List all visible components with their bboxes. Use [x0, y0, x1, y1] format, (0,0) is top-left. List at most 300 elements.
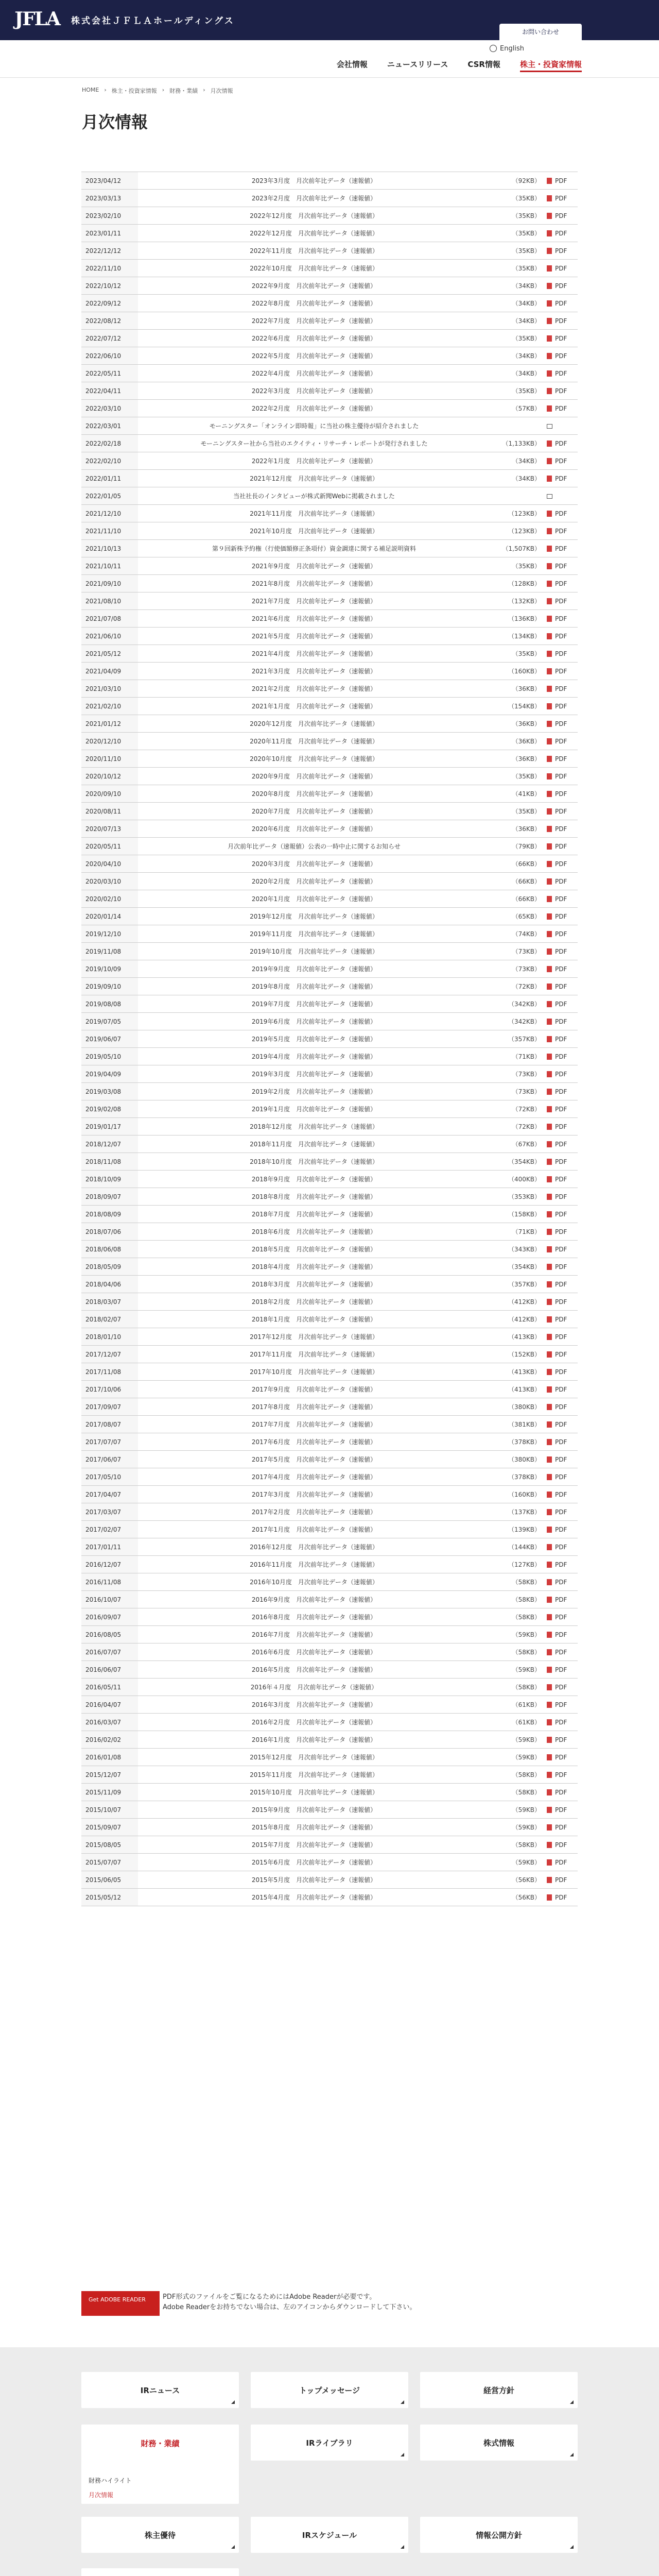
row-size: （132KB） — [490, 592, 547, 610]
pdf-icon — [547, 1649, 552, 1655]
row-title[interactable]: 2021年11月度 月次前年比データ（速報値） — [138, 505, 490, 522]
row-size: （73KB） — [490, 1083, 547, 1100]
table-row — [81, 1048, 578, 1065]
ir-library-label: IRライブラリ — [306, 2438, 353, 2448]
pdf-icon — [547, 563, 552, 569]
row-title[interactable]: 2016年11月度 月次前年比データ（速報値） — [138, 1556, 490, 1573]
schedule-button[interactable] — [251, 2517, 408, 2553]
table-row — [81, 750, 578, 768]
nav-csr[interactable]: CSR情報 — [467, 60, 500, 69]
row-link[interactable]: PDF — [547, 1241, 578, 1258]
row-title[interactable]: 2021年10月度 月次前年比データ（速報値） — [138, 522, 490, 540]
table-row — [81, 1451, 578, 1468]
row-link[interactable]: PDF — [547, 172, 578, 190]
row-title[interactable]: 2018年7月度 月次前年比データ（速報値） — [138, 1206, 490, 1223]
row-title[interactable]: 2016年9月度 月次前年比データ（速報値） — [138, 1591, 490, 1608]
row-link[interactable]: PDF — [547, 312, 578, 330]
row-size: （144KB） — [490, 1538, 547, 1556]
row-link[interactable]: PDF — [547, 680, 578, 698]
row-title[interactable]: 2019年7月度 月次前年比データ（速報値） — [138, 995, 490, 1013]
row-link[interactable]: PDF — [547, 1661, 578, 1679]
row-title[interactable]: 2017年9月度 月次前年比データ（速報値） — [138, 1381, 490, 1398]
row-link[interactable]: PDF — [547, 1276, 578, 1293]
row-date: 2018/08/09 — [81, 1206, 138, 1223]
financial-button[interactable] — [81, 2425, 239, 2504]
row-title[interactable]: 2019年11月度 月次前年比データ（速報値） — [138, 925, 490, 943]
row-title[interactable]: 2021年12月度 月次前年比データ（速報値） — [138, 470, 490, 487]
row-title[interactable]: 2019年1月度 月次前年比データ（速報値） — [138, 1100, 490, 1118]
row-title[interactable]: 2020年11月度 月次前年比データ（速報値） — [138, 733, 490, 750]
row-title[interactable]: 2016年6月度 月次前年比データ（速報値） — [138, 1643, 490, 1661]
table-row — [81, 190, 578, 207]
row-link[interactable]: PDF — [547, 820, 578, 838]
pdf-icon — [547, 265, 552, 272]
nav-ir[interactable]: 株主・投資家情報 — [520, 59, 582, 72]
row-title[interactable]: 2021年3月度 月次前年比データ（速報値） — [138, 663, 490, 680]
ir-library-button[interactable] — [251, 2425, 408, 2461]
row-title[interactable]: 2018年3月度 月次前年比データ（速報値） — [138, 1276, 490, 1293]
row-title[interactable]: 2017年3月度 月次前年比データ（速報値） — [138, 1486, 490, 1503]
row-link[interactable]: PDF — [547, 365, 578, 382]
row-title[interactable]: 2015年4月度 月次前年比データ（速報値） — [138, 1889, 490, 1906]
row-link[interactable]: PDF — [547, 557, 578, 575]
row-date: 2019/08/08 — [81, 995, 138, 1013]
row-title[interactable]: 2021年8月度 月次前年比データ（速報値） — [138, 575, 490, 592]
row-link[interactable]: PDF — [547, 855, 578, 873]
row-link[interactable]: PDF — [547, 838, 578, 855]
row-title[interactable]: 2020年7月度 月次前年比データ（速報値） — [138, 803, 490, 820]
row-size: （35KB） — [490, 330, 547, 347]
row-title[interactable]: 2022年5月度 月次前年比データ（速報値） — [138, 347, 490, 365]
row-title[interactable]: 2022年7月度 月次前年比データ（速報値） — [138, 312, 490, 330]
table-row — [81, 1171, 578, 1188]
pdf-icon — [547, 1824, 552, 1831]
row-title[interactable]: 2023年2月度 月次前年比データ（速報値） — [138, 190, 490, 207]
pdf-icon — [547, 1246, 552, 1252]
row-title[interactable]: 2016年3月度 月次前年比データ（速報値） — [138, 1696, 490, 1714]
row-title[interactable]: 2015年11月度 月次前年比データ（速報値） — [138, 1766, 490, 1784]
row-link[interactable]: PDF — [547, 1556, 578, 1573]
row-link[interactable]: PDF — [547, 382, 578, 400]
row-link[interactable]: PDF — [547, 470, 578, 487]
row-size: （59KB） — [490, 1661, 547, 1679]
row-link[interactable]: PDF — [547, 1643, 578, 1661]
row-title[interactable]: 2018年6月度 月次前年比データ（速報値） — [138, 1223, 490, 1241]
fin-sub-highlight[interactable]: 財務ハイライト — [89, 2477, 132, 2484]
row-link[interactable]: PDF — [547, 1311, 578, 1328]
row-title[interactable]: 2023年3月度 月次前年比データ（速報値） — [138, 172, 490, 190]
nav-news[interactable]: ニュースリリース — [387, 60, 448, 69]
pdf-icon — [547, 1334, 552, 1340]
row-size: （73KB） — [490, 960, 547, 978]
row-title[interactable]: 2018年9月度 月次前年比データ（速報値） — [138, 1171, 490, 1188]
table-row — [81, 452, 578, 470]
table-row — [81, 365, 578, 382]
table-row — [81, 1153, 578, 1171]
pdf-icon — [547, 1579, 552, 1585]
row-link[interactable]: PDF — [547, 628, 578, 645]
row-title[interactable]: 2016年12月度 月次前年比データ（速報値） — [138, 1538, 490, 1556]
row-title[interactable]: 2018年1月度 月次前年比データ（速報値） — [138, 1311, 490, 1328]
row-title[interactable]: 2019年2月度 月次前年比データ（速報値） — [138, 1083, 490, 1100]
row-size: （72KB） — [490, 1100, 547, 1118]
row-title[interactable]: 2015年7月度 月次前年比データ（速報値） — [138, 1836, 490, 1854]
row-link[interactable]: PDF — [547, 1416, 578, 1433]
row-title[interactable]: 2020年9月度 月次前年比データ（速報値） — [138, 768, 490, 785]
row-link[interactable]: PDF — [547, 295, 578, 312]
row-title[interactable]: 2017年1月度 月次前年比データ（速報値） — [138, 1521, 490, 1538]
row-title[interactable]: 2021年1月度 月次前年比データ（速報値） — [138, 698, 490, 715]
row-link[interactable]: PDF — [547, 1538, 578, 1556]
row-title[interactable]: 2016年４月度 月次前年比データ（速報値） — [138, 1679, 490, 1696]
row-link[interactable]: PDF — [547, 610, 578, 628]
row-link[interactable]: PDF — [547, 785, 578, 803]
row-title[interactable]: 月次前年比データ（速報値）公表の一時中止に関するお知らせ — [138, 838, 490, 855]
table-row — [81, 470, 578, 487]
row-title[interactable]: 2017年12月度 月次前年比データ（速報値） — [138, 1328, 490, 1346]
row-link[interactable]: PDF — [547, 1819, 578, 1836]
row-title[interactable]: 2017年7月度 月次前年比データ（速報値） — [138, 1416, 490, 1433]
row-link[interactable]: PDF — [547, 1468, 578, 1486]
row-title[interactable]: 2015年12月度 月次前年比データ（速報値） — [138, 1749, 490, 1766]
row-title[interactable]: 2021年7月度 月次前年比データ（速報値） — [138, 592, 490, 610]
row-title[interactable]: 2018年11月度 月次前年比データ（速報値） — [138, 1136, 490, 1153]
row-title[interactable]: 2018年5月度 月次前年比データ（速報値） — [138, 1241, 490, 1258]
row-link[interactable]: PDF — [547, 1573, 578, 1591]
row-title[interactable]: 2022年10月度 月次前年比データ（速報値） — [138, 260, 490, 277]
row-size: （34KB） — [490, 452, 547, 470]
row-size: （139KB） — [490, 1521, 547, 1538]
row-date: 2016/12/07 — [81, 1556, 138, 1573]
row-title[interactable]: 2019年4月度 月次前年比データ（速報値） — [138, 1048, 490, 1065]
breadcrumb-financial[interactable]: 財務・業績 — [169, 88, 198, 94]
row-title[interactable]: 2017年2月度 月次前年比データ（速報値） — [138, 1503, 490, 1521]
disclosure-button[interactable] — [420, 2517, 578, 2553]
row-link[interactable]: PDF — [547, 452, 578, 470]
row-link[interactable]: PDF — [547, 1696, 578, 1714]
row-title[interactable]: 2022年2月度 月次前年比データ（速報値） — [138, 400, 490, 417]
row-title[interactable]: 2022年1月度 月次前年比データ（速報値） — [138, 452, 490, 470]
row-date: 2021/09/10 — [81, 575, 138, 592]
pdf-icon — [547, 1194, 552, 1200]
row-size: （72KB） — [490, 1118, 547, 1136]
row-title[interactable]: 2016年8月度 月次前年比データ（速報値） — [138, 1608, 490, 1626]
table-row — [81, 943, 578, 960]
row-title[interactable]: 2016年7月度 月次前年比データ（速報値） — [138, 1626, 490, 1643]
row-title[interactable]: 2016年10月度 月次前年比データ（速報値） — [138, 1573, 490, 1591]
pdf-icon — [547, 1789, 552, 1795]
table-row — [81, 1206, 578, 1223]
row-link[interactable]: PDF — [547, 663, 578, 680]
table-row — [81, 1293, 578, 1311]
row-link[interactable]: PDF — [547, 733, 578, 750]
row-link[interactable]: PDF — [547, 890, 578, 908]
table-row — [81, 1538, 578, 1556]
row-title[interactable]: 2019年10月度 月次前年比データ（速報値） — [138, 943, 490, 960]
row-link[interactable]: PDF — [547, 768, 578, 785]
row-link[interactable]: PDF — [547, 1398, 578, 1416]
row-link[interactable]: PDF — [547, 978, 578, 995]
row-title[interactable]: 2017年11月度 月次前年比データ（速報値） — [138, 1346, 490, 1363]
logo[interactable]: JFLA — [14, 8, 60, 30]
row-link[interactable]: PDF — [547, 1451, 578, 1468]
row-link[interactable]: PDF — [547, 943, 578, 960]
row-link[interactable]: PDF — [547, 1223, 578, 1241]
row-title[interactable]: 2017年8月度 月次前年比データ（速報値） — [138, 1398, 490, 1416]
row-link[interactable]: PDF — [547, 1503, 578, 1521]
row-title[interactable]: 2021年9月度 月次前年比データ（速報値） — [138, 557, 490, 575]
row-link[interactable]: PDF — [547, 1048, 578, 1065]
row-link[interactable]: PDF — [547, 522, 578, 540]
row-link[interactable]: PDF — [547, 1591, 578, 1608]
row-link[interactable]: PDF — [547, 400, 578, 417]
row-title[interactable]: 2015年5月度 月次前年比データ（速報値） — [138, 1871, 490, 1889]
financial-label: 財務・業績 — [141, 2439, 180, 2448]
row-size: （36KB） — [490, 733, 547, 750]
row-link[interactable]: PDF — [547, 1258, 578, 1276]
row-title[interactable]: 2017年5月度 月次前年比データ（速報値） — [138, 1451, 490, 1468]
row-link[interactable]: PDF — [547, 750, 578, 768]
row-link[interactable]: PDF — [547, 1171, 578, 1188]
strategy-button[interactable] — [420, 2372, 578, 2408]
fin-sub-monthly[interactable]: 月次情報 — [89, 2492, 114, 2499]
row-title[interactable]: 2020年2月度 月次前年比データ（速報値） — [138, 873, 490, 890]
pdf-icon — [547, 1421, 552, 1428]
pdf-icon — [547, 300, 552, 307]
row-title[interactable]: モーニングスター「オンライン即時報」に当社の株主優待が紹介されました — [138, 417, 490, 435]
row-link[interactable]: PDF — [547, 803, 578, 820]
table-row — [81, 960, 578, 978]
row-link[interactable]: PDF — [547, 1731, 578, 1749]
row-title[interactable]: 2022年8月度 月次前年比データ（速報値） — [138, 295, 490, 312]
table-row — [81, 1311, 578, 1328]
row-link[interactable]: PDF — [547, 1363, 578, 1381]
row-link[interactable]: PDF — [547, 1328, 578, 1346]
row-title[interactable]: 2019年8月度 月次前年比データ（速報値） — [138, 978, 490, 995]
row-link[interactable]: PDF — [547, 873, 578, 890]
row-link[interactable]: PDF — [547, 1065, 578, 1083]
benefits-button[interactable] — [81, 2517, 239, 2553]
row-date: 2021/08/10 — [81, 592, 138, 610]
row-title[interactable]: 2021年2月度 月次前年比データ（速報値） — [138, 680, 490, 698]
row-link[interactable]: PDF — [547, 592, 578, 610]
row-link[interactable]: PDF — [547, 1714, 578, 1731]
row-title[interactable]: 2022年3月度 月次前年比データ（速報値） — [138, 382, 490, 400]
row-link[interactable]: PDF — [547, 1836, 578, 1854]
row-link[interactable]: PDF — [547, 1608, 578, 1626]
row-link[interactable]: PDF — [547, 1784, 578, 1801]
row-link[interactable]: PDF — [547, 908, 578, 925]
row-link[interactable]: PDF — [547, 505, 578, 522]
row-link[interactable]: PDF — [547, 1626, 578, 1643]
row-size: （56KB） — [490, 1889, 547, 1906]
row-link[interactable]: PDF — [547, 190, 578, 207]
breadcrumb-home[interactable]: HOME — [82, 87, 99, 93]
row-title[interactable]: 2020年1月度 月次前年比データ（速報値） — [138, 890, 490, 908]
pdf-icon — [547, 581, 552, 587]
row-title[interactable]: 2020年12月度 月次前年比データ（速報値） — [138, 715, 490, 733]
pdf-icon — [547, 1772, 552, 1778]
table-row — [81, 1030, 578, 1048]
language-switch[interactable] — [490, 45, 524, 53]
row-title[interactable]: 2015年10月度 月次前年比データ（速報値） — [138, 1784, 490, 1801]
row-link[interactable]: PDF — [547, 1381, 578, 1398]
pdf-icon — [547, 1842, 552, 1848]
row-size: （59KB） — [490, 1626, 547, 1643]
table-row — [81, 610, 578, 628]
row-link[interactable]: PDF — [547, 575, 578, 592]
row-title[interactable]: 2021年4月度 月次前年比データ（速報値） — [138, 645, 490, 663]
stock-button[interactable] — [420, 2425, 578, 2461]
row-link[interactable] — [547, 487, 578, 505]
row-link[interactable]: PDF — [547, 645, 578, 663]
row-date: 2022/12/12 — [81, 242, 138, 260]
row-title[interactable]: 2019年6月度 月次前年比データ（速報値） — [138, 1013, 490, 1030]
pdf-icon — [547, 1527, 552, 1533]
row-link[interactable]: PDF — [547, 1118, 578, 1136]
pdf-icon — [547, 1001, 552, 1007]
row-title[interactable]: 2015年6月度 月次前年比データ（速報値） — [138, 1854, 490, 1871]
pdf-icon — [547, 1439, 552, 1445]
breadcrumb-ir[interactable]: 株主・投資家情報 — [111, 88, 157, 94]
adobe-line1: PDF形式のファイルをご覧になるためにはAdobe Readerが必要です。 — [163, 2293, 376, 2301]
row-link[interactable]: PDF — [547, 207, 578, 225]
row-title[interactable]: 2018年4月度 月次前年比データ（速報値） — [138, 1258, 490, 1276]
row-title[interactable]: 2021年5月度 月次前年比データ（速報値） — [138, 628, 490, 645]
row-link[interactable]: PDF — [547, 1749, 578, 1766]
row-link[interactable]: PDF — [547, 1013, 578, 1030]
row-title[interactable]: 2015年9月度 月次前年比データ（速報値） — [138, 1801, 490, 1819]
ir-news-button[interactable] — [81, 2372, 239, 2408]
table-row — [81, 1433, 578, 1451]
header-divider — [0, 77, 659, 78]
row-title[interactable]: 2016年5月度 月次前年比データ（速報値） — [138, 1661, 490, 1679]
table-row — [81, 1328, 578, 1346]
pdf-icon — [547, 1544, 552, 1550]
row-link[interactable]: PDF — [547, 1871, 578, 1889]
row-link[interactable]: PDF — [547, 925, 578, 943]
row-title[interactable]: 第９回新株予約権（行使価額修正条項付）資金調達に関する補足説明資料 — [138, 540, 490, 557]
row-title[interactable]: 2020年6月度 月次前年比データ（速報値） — [138, 820, 490, 838]
pdf-icon — [547, 1124, 552, 1130]
row-link[interactable]: PDF — [547, 225, 578, 242]
row-date: 2017/10/06 — [81, 1381, 138, 1398]
row-date: 2018/01/10 — [81, 1328, 138, 1346]
row-title[interactable]: 2018年8月度 月次前年比データ（速報値） — [138, 1188, 490, 1206]
top-message-button[interactable] — [251, 2372, 408, 2408]
row-size: （160KB） — [490, 1486, 547, 1503]
row-link[interactable]: PDF — [547, 1679, 578, 1696]
row-link[interactable]: PDF — [547, 540, 578, 557]
faq-button[interactable] — [81, 2568, 239, 2576]
row-link[interactable]: PDF — [547, 435, 578, 452]
row-link[interactable]: PDF — [547, 1433, 578, 1451]
row-link[interactable]: PDF — [547, 1346, 578, 1363]
row-title[interactable]: 当社社長のインタビューが株式新聞Webに掲載されました — [138, 487, 490, 505]
pdf-icon — [547, 931, 552, 937]
row-link[interactable]: PDF — [547, 698, 578, 715]
row-link[interactable] — [547, 417, 578, 435]
row-link[interactable]: PDF — [547, 1486, 578, 1503]
row-link[interactable]: PDF — [547, 1206, 578, 1223]
row-title[interactable]: 2020年8月度 月次前年比データ（速報値） — [138, 785, 490, 803]
row-title[interactable]: 2018年10月度 月次前年比データ（速報値） — [138, 1153, 490, 1171]
adobe-reader-badge[interactable]: Get ADOBE READER — [81, 2291, 160, 2316]
row-link[interactable]: PDF — [547, 1030, 578, 1048]
row-title[interactable]: 2017年4月度 月次前年比データ（速報値） — [138, 1468, 490, 1486]
row-title[interactable]: 2022年9月度 月次前年比データ（速報値） — [138, 277, 490, 295]
row-title[interactable]: 2017年6月度 月次前年比データ（速報値） — [138, 1433, 490, 1451]
row-link[interactable]: PDF — [547, 1854, 578, 1871]
row-link[interactable]: PDF — [547, 1801, 578, 1819]
row-title[interactable]: 2019年12月度 月次前年比データ（速報値） — [138, 908, 490, 925]
row-title[interactable]: 2018年12月度 月次前年比データ（速報値） — [138, 1118, 490, 1136]
row-title[interactable]: 2017年10月度 月次前年比データ（速報値） — [138, 1363, 490, 1381]
row-link[interactable]: PDF — [547, 1153, 578, 1171]
row-title[interactable]: 2016年1月度 月次前年比データ（速報値） — [138, 1731, 490, 1749]
row-link[interactable]: PDF — [547, 260, 578, 277]
row-title[interactable]: 2022年12月度 月次前年比データ（速報値） — [138, 207, 490, 225]
row-link[interactable]: PDF — [547, 995, 578, 1013]
row-link[interactable]: PDF — [547, 277, 578, 295]
row-title[interactable]: モーニングスター社から当社のエクイティ・リサーチ・レポートが発行されました — [138, 435, 490, 452]
row-link[interactable]: PDF — [547, 1136, 578, 1153]
row-link[interactable]: PDF — [547, 242, 578, 260]
row-title[interactable]: 2020年3月度 月次前年比データ（速報値） — [138, 855, 490, 873]
row-link[interactable]: PDF — [547, 1083, 578, 1100]
row-link[interactable]: PDF — [547, 1889, 578, 1906]
row-link[interactable]: PDF — [547, 1100, 578, 1118]
contact-button[interactable]: お問い合わせ — [499, 24, 582, 40]
row-link[interactable]: PDF — [547, 1188, 578, 1206]
row-title[interactable]: 2020年10月度 月次前年比データ（速報値） — [138, 750, 490, 768]
row-title[interactable]: 2022年6月度 月次前年比データ（速報値） — [138, 330, 490, 347]
row-size: （152KB） — [490, 1346, 547, 1363]
table-row — [81, 1346, 578, 1363]
row-title[interactable]: 2022年12月度 月次前年比データ（速報値） — [138, 225, 490, 242]
pdf-icon — [547, 1176, 552, 1182]
pdf-icon — [547, 213, 552, 219]
row-title[interactable]: 2019年9月度 月次前年比データ（速報値） — [138, 960, 490, 978]
row-title[interactable]: 2016年2月度 月次前年比データ（速報値） — [138, 1714, 490, 1731]
row-date: 2016/10/07 — [81, 1591, 138, 1608]
row-link[interactable]: PDF — [547, 1766, 578, 1784]
row-link[interactable]: PDF — [547, 1293, 578, 1311]
language-label: English — [500, 45, 524, 53]
globe-icon — [490, 45, 497, 52]
pdf-icon — [547, 388, 552, 394]
row-title[interactable]: 2015年8月度 月次前年比データ（速報値） — [138, 1819, 490, 1836]
row-date: 2019/02/08 — [81, 1100, 138, 1118]
row-link[interactable]: PDF — [547, 960, 578, 978]
pdf-icon — [547, 353, 552, 359]
row-title[interactable]: 2019年3月度 月次前年比データ（速報値） — [138, 1065, 490, 1083]
row-link[interactable]: PDF — [547, 347, 578, 365]
pdf-icon — [547, 1509, 552, 1515]
row-title[interactable]: 2021年6月度 月次前年比データ（速報値） — [138, 610, 490, 628]
row-title[interactable]: 2022年11月度 月次前年比データ（速報値） — [138, 242, 490, 260]
row-link[interactable]: PDF — [547, 330, 578, 347]
row-link[interactable]: PDF — [547, 715, 578, 733]
row-date: 2023/03/13 — [81, 190, 138, 207]
row-title[interactable]: 2018年2月度 月次前年比データ（速報値） — [138, 1293, 490, 1311]
row-size: （378KB） — [490, 1468, 547, 1486]
row-title[interactable]: 2019年5月度 月次前年比データ（速報値） — [138, 1030, 490, 1048]
row-title[interactable]: 2022年4月度 月次前年比データ（速報値） — [138, 365, 490, 382]
row-size: （59KB） — [490, 1749, 547, 1766]
row-link[interactable]: PDF — [547, 1521, 578, 1538]
nav-company[interactable]: 会社情報 — [336, 60, 368, 69]
